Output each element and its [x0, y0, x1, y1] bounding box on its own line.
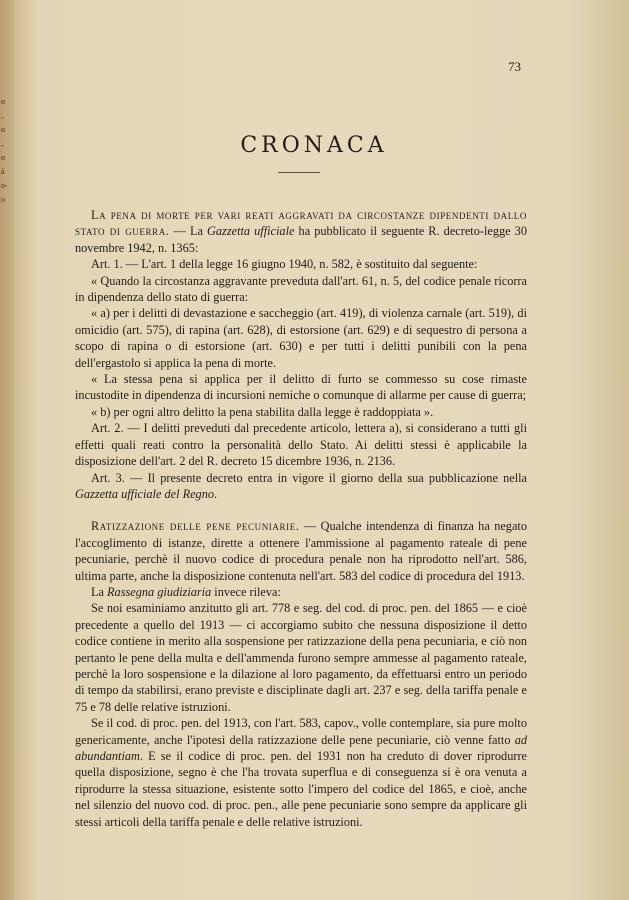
edge-fragment: à — [1, 167, 5, 176]
edge-fragment: - — [1, 113, 4, 122]
edge-fragment: o- — [1, 181, 8, 190]
section-2-paragraph: Se noi esaminiamo anzitutto gli art. 778 e seg. del cod. di proc. pen. del 1865 — e cioè precedente a quello del 1913 — ci accorgiamo subito che nessuna disposizione il detto codice contiene in merito alla sospensione per ratizzazione della pena pecuniaria, e ciò non pertanto le pene della multa e dell'ammenda furono sempre ammesse al pagamento rateale, perchè la loro sospensione e la dilazione al loro pagamento, da effettuarsi entro un periodo di tempo da stabilirsi, erano previste e disciplinate dagli art. 237 e seg. della tariffa penale e 75 e 78 delle relative istruzioni. — [75, 601, 527, 714]
page-title: CRONACA — [240, 133, 388, 158]
title-rule — [278, 172, 320, 173]
edge-fragment: o — [1, 153, 5, 162]
section-2-paragraph: Se il cod. di proc. pen. del 1913, con l'art. 583, capov., volle contemplare, sia pure molto genericamente, anche l'ipotesi della ratizzazione delle pene pecuniarie, ciò venne fatto ad abundantiam. E se il codice di proc. pen. del 1931 non ha creduto di dover riprodurre quella disposizione, segno è che l'ha trovata superflua e di conseguenza si è ora venuta a riprodurre la stessa situazione, esistente sotto l'impero del codice del 1865, e cioè, anche nel silenzio del nuovo cod. di proc. pen., alle pene pecuniarie sono sempre da applicare gli stessi articoli della tariffa penale e delle relative istruzioni. — [75, 716, 527, 829]
section-2-heading: Ratizzazione delle pene pecuniarie. — [91, 519, 300, 534]
section-1-intro: La pena di morte per vari reati aggravati da circostanze dipendenti dallo stato di guerra. — La Gazzetta ufficiale ha pubblicato il seguente R. decreto-legge 30 novembre 1942, n. 1365: — [75, 208, 527, 255]
edge-fragment: o — [1, 125, 5, 134]
clause-stessa-pena: « La stessa pena si applica per il delitto di furto se commesso su cose rimaste incustodite in dipendenza di incursioni nemiche o comunque di allarme per cause di guerra; — [75, 372, 527, 403]
section-2-intro: Ratizzazione delle pene pecuniarie. — Qualche intendenza di finanza ha negato l'accoglimento di istanze, dirette a ottenere l'ammissione al pagamento rateale di pene pecuniarie, perchè il nuovo codice di procedura penale non ha riprodotto nell'art. 586, ultima parte, anche la disposizione contenuta nell'art. 583 del codice di procedura del 1913. — [75, 519, 527, 583]
art-2: Art. 2. — I delitti preveduti dal precedente articolo, lettera a), si considerano a tutti gli effetti quali reati contro la personalità dello Stato. Ai delitti stessi è applicabile la disposizione dell'art. 2 del R. decreto 15 dicembre 1936, n. 2136. — [75, 421, 527, 469]
edge-fragment: o — [1, 195, 5, 204]
art-1: Art. 1. — L'art. 1 della legge 16 giugno 1940, n. 582, è sostituito dal seguente: — [91, 257, 478, 272]
section-1-heading: La pena di morte per vari reati aggravati da circostanze dipendenti dallo stato di guerra. — [75, 208, 527, 239]
edge-fragment: o — [1, 97, 5, 106]
article-body — [75, 207, 527, 830]
quoted-article: « Quando la circostanza aggravante preveduta dall'art. 61, n. 5, del codice penale ricorra in dipendenza dello stato di guerra: — [75, 273, 527, 305]
adjacent-page-edge — [0, 0, 14, 900]
book-page — [14, 0, 629, 900]
edge-fragment: - — [1, 141, 4, 150]
clause-a: « a) per i delitti di devastazione e saccheggio (art. 419), di violenza carnale (art. 519), di omicidio (art. 575), di rapina (art. 628), di estorsione (art. 629) e di sequestro di persona a scopo di rapina o di estorsione (art. 630) e per tutti i delitti punibili con la pena dell'ergastolo si applica la pena di morte. — [75, 306, 527, 370]
clause-b: « b) per ogni altro delitto la pena stabilita dalla legge è raddoppiata ». — [91, 404, 434, 419]
art-3: Art. 3. — Il presente decreto entra in vigore il giorno della sua pubblicazione nella Gazzetta ufficiale del Regno. — [75, 470, 527, 501]
section-2-rassegna: La Rassegna giudiziaria invece rileva: — [91, 584, 281, 599]
page-number: 73 — [508, 59, 521, 74]
